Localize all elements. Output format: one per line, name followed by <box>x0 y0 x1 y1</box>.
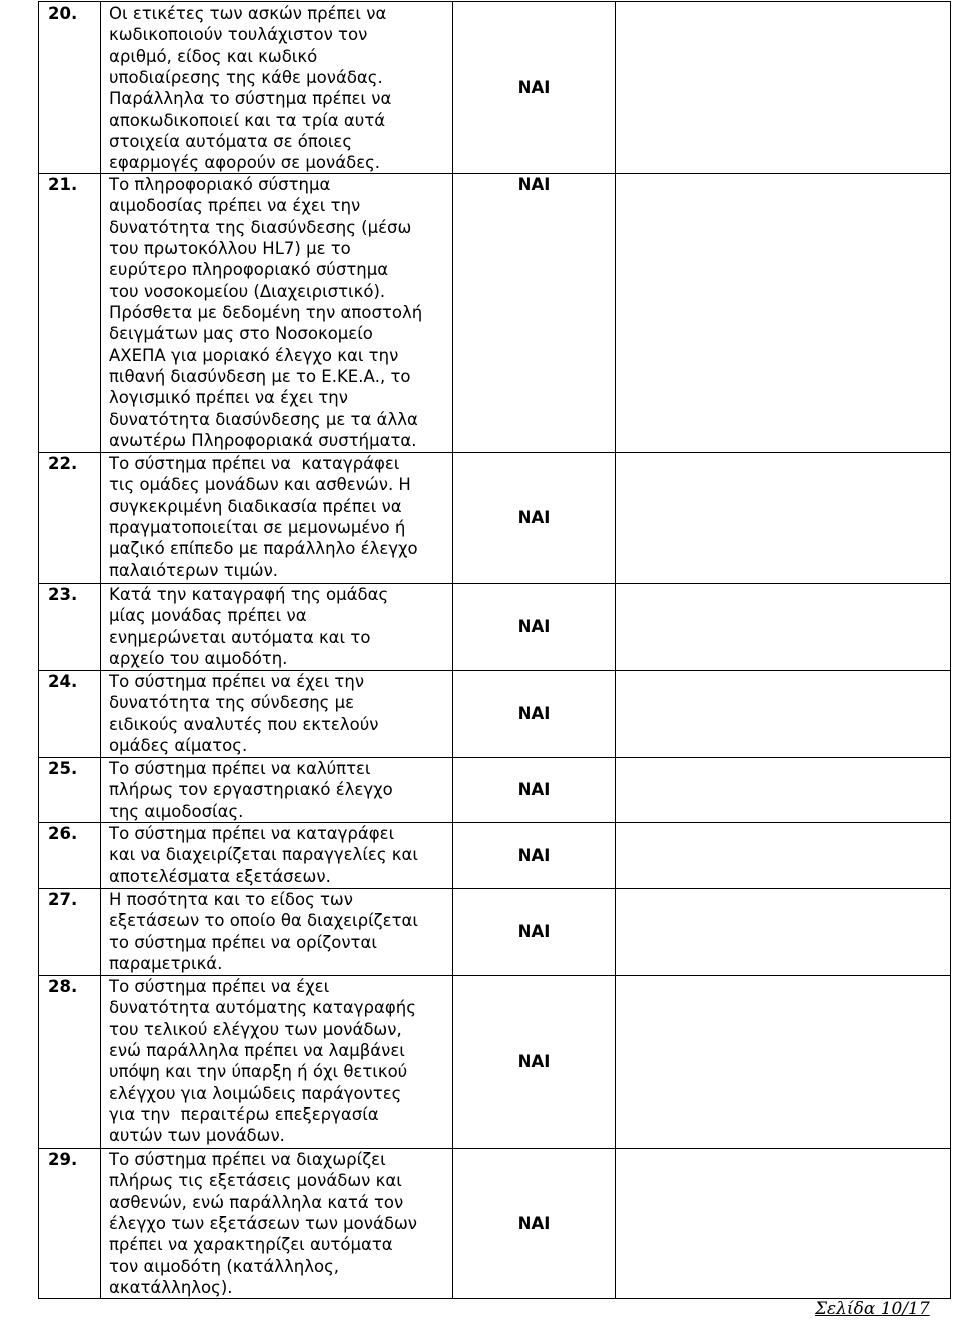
requirement-text <box>101 584 453 670</box>
requirement-number: 29. <box>39 1149 101 1298</box>
requirement-text-line: αρχείο του αιμοδότη. <box>109 649 288 669</box>
requirement-text-line: ομάδες αίματος. <box>109 736 248 756</box>
requirement-row <box>38 1 951 173</box>
requirement-row <box>38 670 951 757</box>
requirement-text-line: Το σύστημα πρέπει να καλύπτει <box>109 759 371 778</box>
answer-value: ΝΑΙ <box>517 175 551 194</box>
requirement-text-line: αιμοδοσίας πρέπει να έχει την <box>109 196 361 216</box>
requirement-row <box>38 452 951 583</box>
requirement-text-line: στοιχεία αυτόματα σε όποιες <box>109 132 353 152</box>
requirement-text-line: ευρύτερο πληροφοριακό σύστημα <box>109 260 389 280</box>
page-number: Σελίδα 10/17 <box>815 1299 930 1319</box>
requirement-text-line: Το σύστημα πρέπει να έχει την <box>109 672 365 691</box>
requirement-number: 21. <box>39 174 101 452</box>
answer-value: ΝΑΙ <box>517 1052 551 1072</box>
answer-cell <box>453 758 616 822</box>
requirement-text <box>101 823 453 888</box>
requirement-row <box>38 822 951 888</box>
requirement-text-line: ακατάλληλος). <box>109 1278 233 1298</box>
answer-value: ΝΑΙ <box>517 780 551 800</box>
requirement-number: 26. <box>39 823 101 888</box>
requirement-number: 20. <box>39 2 101 173</box>
requirement-text-line: τον αιμοδότη (κατάλληλος, <box>109 1256 339 1276</box>
answer-value: ΝΑΙ <box>517 845 551 865</box>
answer-value: ΝΑΙ <box>517 508 551 528</box>
requirement-text-line: πλήρως τον εργαστηριακό έλεγχο <box>109 780 393 800</box>
requirement-text <box>101 453 453 583</box>
requirement-text-line: αυτών των μονάδων. <box>109 1126 285 1146</box>
answer-value: ΝΑΙ <box>517 617 551 637</box>
requirement-text-line: δυνατότητα αυτόματης καταγραφής <box>109 998 416 1018</box>
requirement-text-line: Το σύστημα πρέπει να καταγράφει <box>109 824 395 843</box>
requirement-text-line: Το σύστημα πρέπει να καταγράφει <box>109 454 400 473</box>
requirement-text-line: ΑΧΕΠΑ για μοριακό έλεγχο και την <box>109 345 399 365</box>
notes-cell <box>616 174 950 452</box>
requirement-text <box>101 1149 453 1298</box>
requirement-text-line: πιθανή διασύνδεση με το Ε.ΚΕ.Α., το <box>109 367 411 387</box>
requirement-text-line: παλαιότερων τιμών. <box>109 560 279 580</box>
requirement-text-line: μαζικό επίπεδο με παράλληλο έλεγχο <box>109 539 418 559</box>
answer-value: ΝΑΙ <box>517 922 551 942</box>
requirement-text-line: έλεγχο των εξετάσεων των μονάδων <box>109 1214 417 1234</box>
requirement-text <box>101 2 453 173</box>
requirement-text-line: ελέγχου για λοιμώδεις παράγοντες <box>109 1083 402 1103</box>
answer-cell <box>453 2 616 173</box>
requirement-number: 28. <box>39 976 101 1148</box>
requirement-text-line: πρέπει να χαρακτηρίζει αυτόματα <box>109 1235 393 1255</box>
requirement-row <box>38 888 951 975</box>
answer-value: ΝΑΙ <box>517 1213 551 1233</box>
requirement-text-line: ασθενών, ενώ παράλληλα κατά τον <box>109 1192 404 1212</box>
requirement-text-line: αποκωδικοποιεί και τα τρία αυτά <box>109 110 386 130</box>
requirement-text-line: ενώ παράλληλα πρέπει να λαμβάνει <box>109 1041 405 1061</box>
notes-cell <box>616 1149 950 1298</box>
notes-cell <box>616 758 950 822</box>
requirement-number: 24. <box>39 671 101 757</box>
requirement-text-line: ανωτέρω Πληροφοριακά συστήματα. <box>109 431 417 451</box>
requirement-text-line: δυνατότητα της διασύνδεσης (μέσω <box>109 217 412 237</box>
requirement-text <box>101 976 453 1148</box>
answer-cell <box>453 976 616 1148</box>
requirement-text-line: αριθμό, είδος και κωδικό <box>109 46 318 66</box>
requirement-text-line: δυνατότητα της σύνδεσης με <box>109 693 355 713</box>
requirement-text-line: δειγμάτων μας στο Νοσοκομείο <box>109 324 373 344</box>
requirement-text-line: του πρωτοκόλλου HL7) με το <box>109 239 351 259</box>
requirement-text-line: Παράλληλα το σύστημα πρέπει να <box>109 89 392 109</box>
requirement-text-line: και να διαχειρίζεται παραγγελίες και <box>109 845 418 865</box>
requirement-row <box>38 173 951 452</box>
answer-cell <box>453 823 616 888</box>
requirement-text <box>101 174 453 452</box>
requirement-text-line: υπόψη και την ύπαρξη ή όχι θετικού <box>109 1062 408 1082</box>
notes-cell <box>616 2 950 173</box>
requirement-text-line: για την περαιτέρω επεξεργασία <box>109 1105 379 1125</box>
requirement-text-line: κωδικοποιούν τουλάχιστον τον <box>109 25 368 45</box>
requirement-text-line: ειδικούς αναλυτές που εκτελούν <box>109 714 379 734</box>
requirement-text-line: της αιμοδοσίας. <box>109 801 244 821</box>
requirement-text-line: υποδιαίρεσης της κάθε μονάδας. <box>109 68 383 88</box>
requirement-text-line: μίας μονάδας πρέπει να <box>109 606 307 626</box>
requirement-text-line: εξετάσεων το οποίο θα διαχειρίζεται <box>109 911 418 931</box>
requirement-text <box>101 758 453 822</box>
notes-cell <box>616 453 950 583</box>
answer-cell <box>453 671 616 757</box>
requirement-text-line: συγκεκριμένη διαδικασία πρέπει να <box>109 496 402 516</box>
requirement-text-line: Πρόσθετα με δεδομένη την αποστολή <box>109 303 423 323</box>
requirement-text-line: Το πληροφοριακό σύστημα <box>109 175 331 194</box>
answer-cell <box>453 1149 616 1298</box>
requirement-text-line: παραμετρικά. <box>109 954 223 974</box>
requirement-text-line: Οι ετικέτες των ασκών πρέπει να <box>109 4 387 23</box>
requirement-text-line: πραγματοποιείται σε μεμονωμένο ή <box>109 518 406 538</box>
requirement-text-line: Κατά την καταγραφή της ομάδας <box>109 585 389 604</box>
answer-value: ΝΑΙ <box>517 77 551 97</box>
requirement-text-line: το σύστημα πρέπει να ορίζονται <box>109 932 377 952</box>
requirement-row <box>38 583 951 670</box>
requirement-text-line: λογισμικό πρέπει να έχει την <box>109 388 348 408</box>
requirement-number: 25. <box>39 758 101 822</box>
requirement-text-line: Το σύστημα πρέπει να έχει <box>109 977 330 996</box>
answer-cell <box>453 453 616 583</box>
requirement-text-line: δυνατότητα διασύνδεσης με τα άλλα <box>109 409 418 429</box>
answer-cell <box>453 889 616 975</box>
requirement-text-line: Το σύστημα πρέπει να διαχωρίζει <box>109 1150 386 1169</box>
answer-cell <box>453 174 616 452</box>
answer-cell <box>453 584 616 670</box>
notes-cell <box>616 584 950 670</box>
requirement-number: 23. <box>39 584 101 670</box>
requirement-text-line: τις ομάδες μονάδων και ασθενών. Η <box>109 475 411 495</box>
notes-cell <box>616 889 950 975</box>
requirement-text <box>101 889 453 975</box>
requirement-row <box>38 1148 951 1299</box>
requirement-text-line: πλήρως τις εξετάσεις μονάδων και <box>109 1171 402 1191</box>
requirement-number: 27. <box>39 889 101 975</box>
requirement-text-line: εφαρμογές αφορούν σε μονάδες. <box>109 153 381 173</box>
requirement-text-line: ενημερώνεται αυτόματα και το <box>109 627 371 647</box>
requirement-row <box>38 975 951 1148</box>
answer-value: ΝΑΙ <box>517 704 551 724</box>
requirement-text-line: του νοσοκομείου (Διαχειριστικό). <box>109 281 386 301</box>
requirement-row <box>38 757 951 822</box>
requirement-text-line: αποτελέσματα εξετάσεων. <box>109 866 331 886</box>
requirement-text <box>101 671 453 757</box>
notes-cell <box>616 823 950 888</box>
requirement-number: 22. <box>39 453 101 583</box>
requirement-text-line: του τελικού ελέγχου των μονάδων, <box>109 1019 402 1039</box>
requirement-text-line: Η ποσότητα και το είδος των <box>109 890 353 909</box>
notes-cell <box>616 671 950 757</box>
notes-cell <box>616 976 950 1148</box>
